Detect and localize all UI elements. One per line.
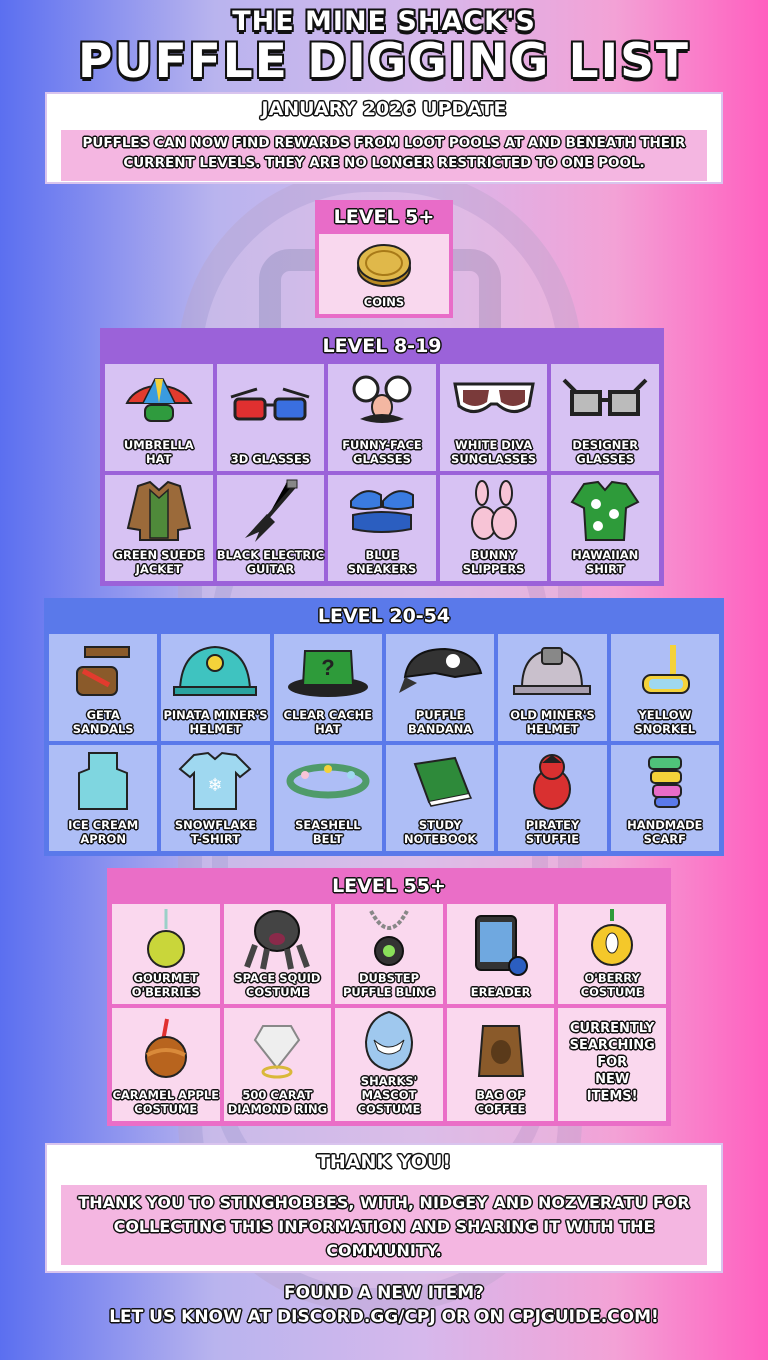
3d-glasses-icon	[217, 364, 325, 452]
item-card	[447, 1008, 555, 1121]
bunny-slippers-icon	[440, 475, 548, 549]
item-grid	[319, 234, 449, 314]
item-card	[105, 364, 213, 471]
item-card	[551, 475, 659, 582]
item-card	[319, 234, 449, 314]
item-card	[611, 745, 719, 852]
item-grid	[49, 634, 719, 851]
item-label: 3D GLASSES	[230, 451, 311, 466]
footer	[0, 1281, 768, 1329]
item-label: HANDMADE SCARF	[627, 818, 703, 846]
bag-of-coffee-icon	[447, 1008, 555, 1088]
section-level-20-54	[44, 598, 724, 856]
item-card	[335, 1008, 443, 1121]
item-label: WHITE DIVA SUNGLASSES	[451, 437, 537, 466]
item-card	[440, 364, 548, 471]
item-label: 500 CARAT DIAMOND RING	[227, 1088, 328, 1116]
item-label: UMBRELLA HAT	[123, 437, 194, 466]
item-card	[105, 475, 213, 582]
item-label: GETA SANDALS	[72, 707, 134, 736]
item-card	[558, 1008, 666, 1121]
item-card	[328, 475, 436, 582]
item-label: O'BERRY COSTUME	[580, 971, 644, 999]
item-label: DUBSTEP PUFFLE BLING	[342, 971, 436, 999]
sharks-mascot-costume-icon	[335, 1008, 443, 1074]
update-body: PUFFLES CAN NOW FIND REWARDS FROM LOOT POOLS AT AND BENEATH THEIR CURRENT LEVELS. THEY ARE NO LONGER RESTRICTED TO ONE POOL.	[61, 130, 707, 181]
funny-face-glasses-icon	[328, 364, 436, 438]
puffle-bandana-icon	[386, 634, 494, 708]
item-card	[217, 475, 325, 582]
item-card	[611, 634, 719, 741]
item-card	[498, 745, 606, 852]
snowflake-tshirt-icon	[161, 745, 269, 819]
green-suede-jacket-icon	[105, 475, 213, 549]
update-title: JANUARY 2026 UPDATE	[261, 98, 507, 120]
section-level-5	[315, 200, 453, 318]
update-box	[45, 92, 723, 184]
section-title: LEVEL 5+	[333, 206, 435, 228]
item-card	[386, 745, 494, 852]
item-card	[498, 634, 606, 741]
item-label: GREEN SUEDE JACKET	[113, 548, 205, 576]
item-label: OLD MINER'S HELMET	[510, 707, 595, 736]
gourmet-oberries-icon	[112, 904, 220, 971]
footer-line-2: LET US KNOW AT DISCORD.GG/CPJ OR ON CPJGUIDE.COM!	[109, 1307, 659, 1327]
item-grid	[112, 904, 666, 1121]
item-card	[217, 364, 325, 471]
svg-text:?: ?	[321, 654, 335, 680]
thanks-box	[45, 1143, 723, 1273]
item-label: PUFFLE BANDANA	[408, 707, 473, 736]
handmade-scarf-icon	[611, 745, 719, 819]
item-label: EREADER	[470, 985, 531, 999]
white-diva-sunglasses-icon	[440, 364, 548, 438]
searching-note: CURRENTLY SEARCHING FOR NEW ITEMS!	[569, 1020, 655, 1104]
item-label: ICE CREAM APRON	[68, 818, 139, 846]
yellow-snorkel-icon	[611, 634, 719, 708]
section-title: LEVEL 55+	[332, 875, 446, 897]
item-label: CLEAR CACHE HAT	[283, 707, 373, 736]
item-label: CARAMEL APPLE COSTUME	[112, 1088, 220, 1116]
dubstep-puffle-bling-icon	[335, 904, 443, 971]
item-grid	[105, 364, 659, 581]
designer-glasses-icon	[551, 364, 659, 438]
hawaiian-shirt-icon	[551, 475, 659, 549]
item-label: HAWAIIAN SHIRT	[572, 548, 639, 576]
item-label: DESIGNER GLASSES	[572, 437, 639, 466]
item-label: STUDY NOTEBOOK	[403, 818, 477, 846]
section-title: LEVEL 8-19	[322, 335, 442, 357]
item-card	[328, 364, 436, 471]
item-label: YELLOW SNORKEL	[634, 707, 696, 736]
page-title: PUFFLE DIGGING LIST	[77, 34, 690, 89]
black-electric-guitar-icon	[217, 475, 325, 549]
item-label: BLUE SNEAKERS	[347, 548, 417, 576]
item-card	[274, 634, 382, 741]
item-label: SNOWFLAKE T-SHIRT	[174, 818, 257, 846]
item-card	[112, 904, 220, 1004]
item-label: PIRATEY STUFFIE	[525, 818, 580, 846]
header-subtitle: THE MINE SHACK'S	[232, 6, 536, 37]
ereader-icon	[447, 904, 555, 985]
coin-icon	[319, 234, 449, 295]
section-title: LEVEL 20-54	[317, 605, 451, 627]
caramel-apple-costume-icon	[112, 1008, 220, 1088]
item-label: SEASHELL BELT	[295, 818, 361, 846]
svg-text:❄: ❄	[207, 775, 224, 797]
item-label: SHARKS' MASCOT COSTUME	[357, 1074, 421, 1116]
section-level-8-19	[100, 328, 664, 586]
item-card	[49, 634, 157, 741]
umbrella-hat-icon	[105, 364, 213, 438]
item-card	[274, 745, 382, 852]
diamond-ring-icon	[224, 1008, 332, 1088]
blue-sneakers-icon	[328, 475, 436, 549]
item-label: BLACK ELECTRIC GUITAR	[216, 548, 325, 576]
ice-cream-apron-icon	[49, 745, 157, 819]
item-card	[440, 475, 548, 582]
item-card	[447, 904, 555, 1004]
item-card	[558, 904, 666, 1004]
item-label: COINS	[363, 295, 405, 309]
old-miners-helmet-icon	[498, 634, 606, 708]
study-notebook-icon	[386, 745, 494, 819]
pinata-miners-helmet-icon	[161, 634, 269, 708]
footer-line-1: FOUND A NEW ITEM?	[283, 1283, 485, 1303]
item-card	[161, 745, 269, 852]
item-label: BAG OF COFFEE	[475, 1088, 526, 1116]
thanks-body: THANK YOU TO STINGHOBBES, WITH, NIDGEY AND NOZVERATU FOR COLLECTING THIS INFORMATION AND SHARING IT WITH THE COMMUNITY.	[61, 1185, 707, 1265]
clear-cache-hat-icon	[274, 634, 382, 708]
item-card	[386, 634, 494, 741]
item-card	[49, 745, 157, 852]
item-card	[161, 634, 269, 741]
item-label: FUNNY-FACE GLASSES	[342, 437, 422, 466]
section-level-55	[107, 868, 671, 1126]
item-label: SPACE SQUID COSTUME	[234, 971, 321, 999]
oberry-costume-icon	[558, 904, 666, 971]
item-card	[224, 1008, 332, 1121]
geta-sandals-icon	[49, 634, 157, 708]
piratey-stuffie-icon	[498, 745, 606, 819]
thanks-title: THANK YOU!	[316, 1151, 452, 1173]
item-card	[224, 904, 332, 1004]
item-label: BUNNY SLIPPERS	[462, 548, 525, 576]
item-label: PINATA MINER'S HELMET	[163, 707, 268, 736]
item-card	[551, 364, 659, 471]
seashell-belt-icon	[274, 745, 382, 819]
space-squid-costume-icon	[224, 904, 332, 971]
item-card	[112, 1008, 220, 1121]
item-card	[335, 904, 443, 1004]
item-label: GOURMET O'BERRIES	[131, 971, 200, 999]
